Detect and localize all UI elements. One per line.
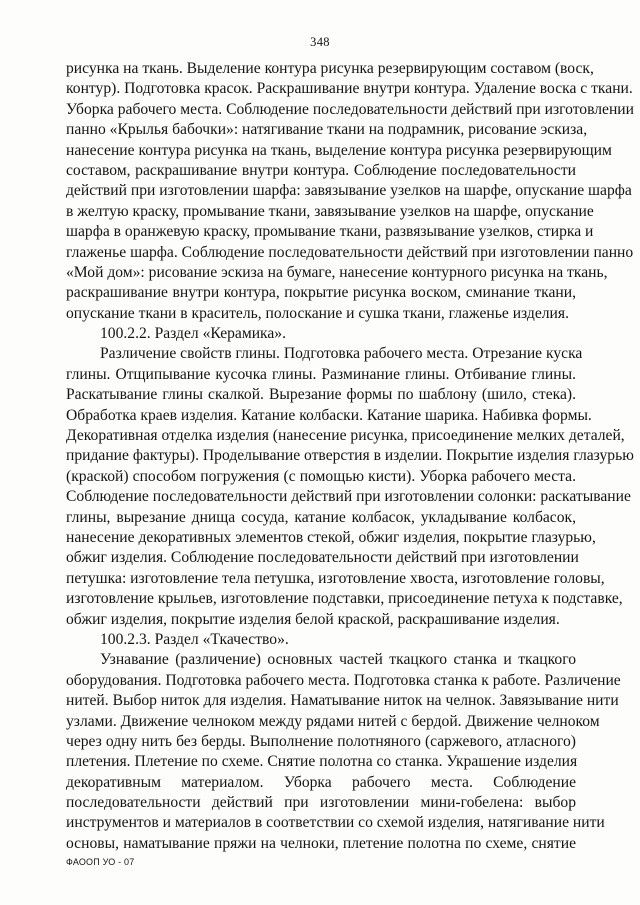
text-line: петушка: изготовление тела петушка, изготовление хвоста, изготовление головы,: [66, 569, 605, 587]
section-heading: 100.2.2. Раздел «Керамика».: [100, 325, 286, 343]
text-line: глины, вырезание днища сосуда, катание колбасок, укладывание колбасок,: [66, 508, 576, 526]
text-line: Обработка краев изделия. Катание колбаски. Катание шарика. Набивка формы.: [66, 406, 592, 424]
text-line: Раскатывание глины скалкой. Вырезание формы по шаблону (шило, стека).: [66, 386, 576, 404]
text-line: Различение свойств глины. Подготовка рабочего места. Отрезание куска: [100, 345, 583, 363]
text-line: узлами. Движение челноком между рядами нитей с бердой. Движение челноком: [66, 712, 600, 730]
text-line: опускание ткани в краситель, полоскание и сушка ткани, глаженье изделия.: [66, 304, 569, 322]
text-line: Декоративная отделка изделия (нанесение рисунка, присоединение мелких деталей,: [66, 427, 625, 445]
text-line: Соблюдение последовательности действий при изготовлении солонки: раскатывание: [66, 488, 631, 506]
document-footer: ФАООП УО - 07: [66, 857, 135, 867]
text-line: глины. Отщипывание кусочка глины. Разминание глины. Отбивание глины.: [66, 365, 576, 383]
text-line: шарфа в оранжевую краску, промывание ткани, развязывание узелков, стирка и: [66, 223, 594, 241]
text-line: последовательности действий при изготовлении мини-гобелена: выбор: [66, 794, 576, 812]
text-line: плетения. Плетение по схеме. Снятие полотна со станка. Украшение изделия: [66, 753, 578, 771]
text-line: рисунка на ткань. Выделение контура рисунка резервирующим составом (воск,: [66, 60, 594, 77]
text-line: обжиг изделия, покрытие изделия белой краской, раскрашивание изделия.: [66, 610, 560, 628]
text-line: придание фактуры). Проделывание отверстия в изделии. Покрытие изделия глазурью: [66, 447, 634, 465]
text-line: панно «Крылья бабочки»: натягивание ткани на подрамник, рисование эскиза,: [66, 121, 588, 139]
text-line: (краской) способом погружения (с помощью кисти). Уборка рабочего места.: [66, 467, 576, 485]
section-heading: 100.2.3. Раздел «Ткачество».: [100, 630, 289, 648]
text-line: основы, наматывание пряжи на челноки, плетение полотна по схеме, снятие: [66, 834, 576, 852]
text-line: раскрашивание внутри контура, покрытие рисунка воском, сминание ткани,: [66, 284, 576, 302]
text-line: декоративным материалом. Уборка рабочего места. Соблюдение: [66, 773, 576, 791]
text-line: изготовление крыльев, изготовление подставки, присоединение петуха к подставке,: [66, 590, 623, 608]
text-line: нанесение декоративных элементов стекой, обжиг изделия, покрытие глазурью,: [66, 528, 596, 546]
text-line: оборудования. Подготовка рабочего места. Подготовка станка к работе. Различение: [66, 671, 621, 689]
text-line: «Мой дом»: рисование эскиза на бумаге, нанесение контурного рисунка на ткань,: [66, 263, 608, 281]
text-line: в желтую краску, промывание ткани, завязывание узелков на шарфе, опускание: [66, 202, 594, 220]
text-line: составом, раскрашивание внутри контура. Соблюдение последовательности: [66, 161, 576, 179]
text-line: инструментов и материалов в соответствии со схемой изделия, натягивание нити: [66, 814, 605, 832]
text-line: обжиг изделия. Соблюдение последовательности действий при изготовлении: [66, 549, 579, 567]
text-line: Уборка рабочего места. Соблюдение последовательности действий при изготовлении: [66, 100, 634, 118]
text-line: нанесение контура рисунка на ткань, выделение контура рисунка резервирующим: [66, 141, 612, 159]
text-line: глаженье шарфа. Соблюдение последовательности действий при изготовлении панно: [66, 243, 634, 261]
text-line: нитей. Выбор ниток для изделия. Наматывание ниток на челнок. Завязывание нити: [66, 692, 619, 710]
text-line: через одну нить без берды. Выполнение полотняного (саржевого, атласного): [66, 732, 576, 750]
text-line: контур). Подготовка красок. Раскрашивание внутри контура. Удаление воска с ткани.: [66, 80, 633, 98]
document-body: [66, 59, 634, 854]
page-number: 348: [310, 35, 330, 49]
text-line: Узнавание (различение) основных частей ткацкого станка и ткацкого: [100, 651, 576, 669]
text-line: действий при изготовлении шарфа: завязывание узелков на шарфе, опускание шарфа: [66, 182, 632, 200]
